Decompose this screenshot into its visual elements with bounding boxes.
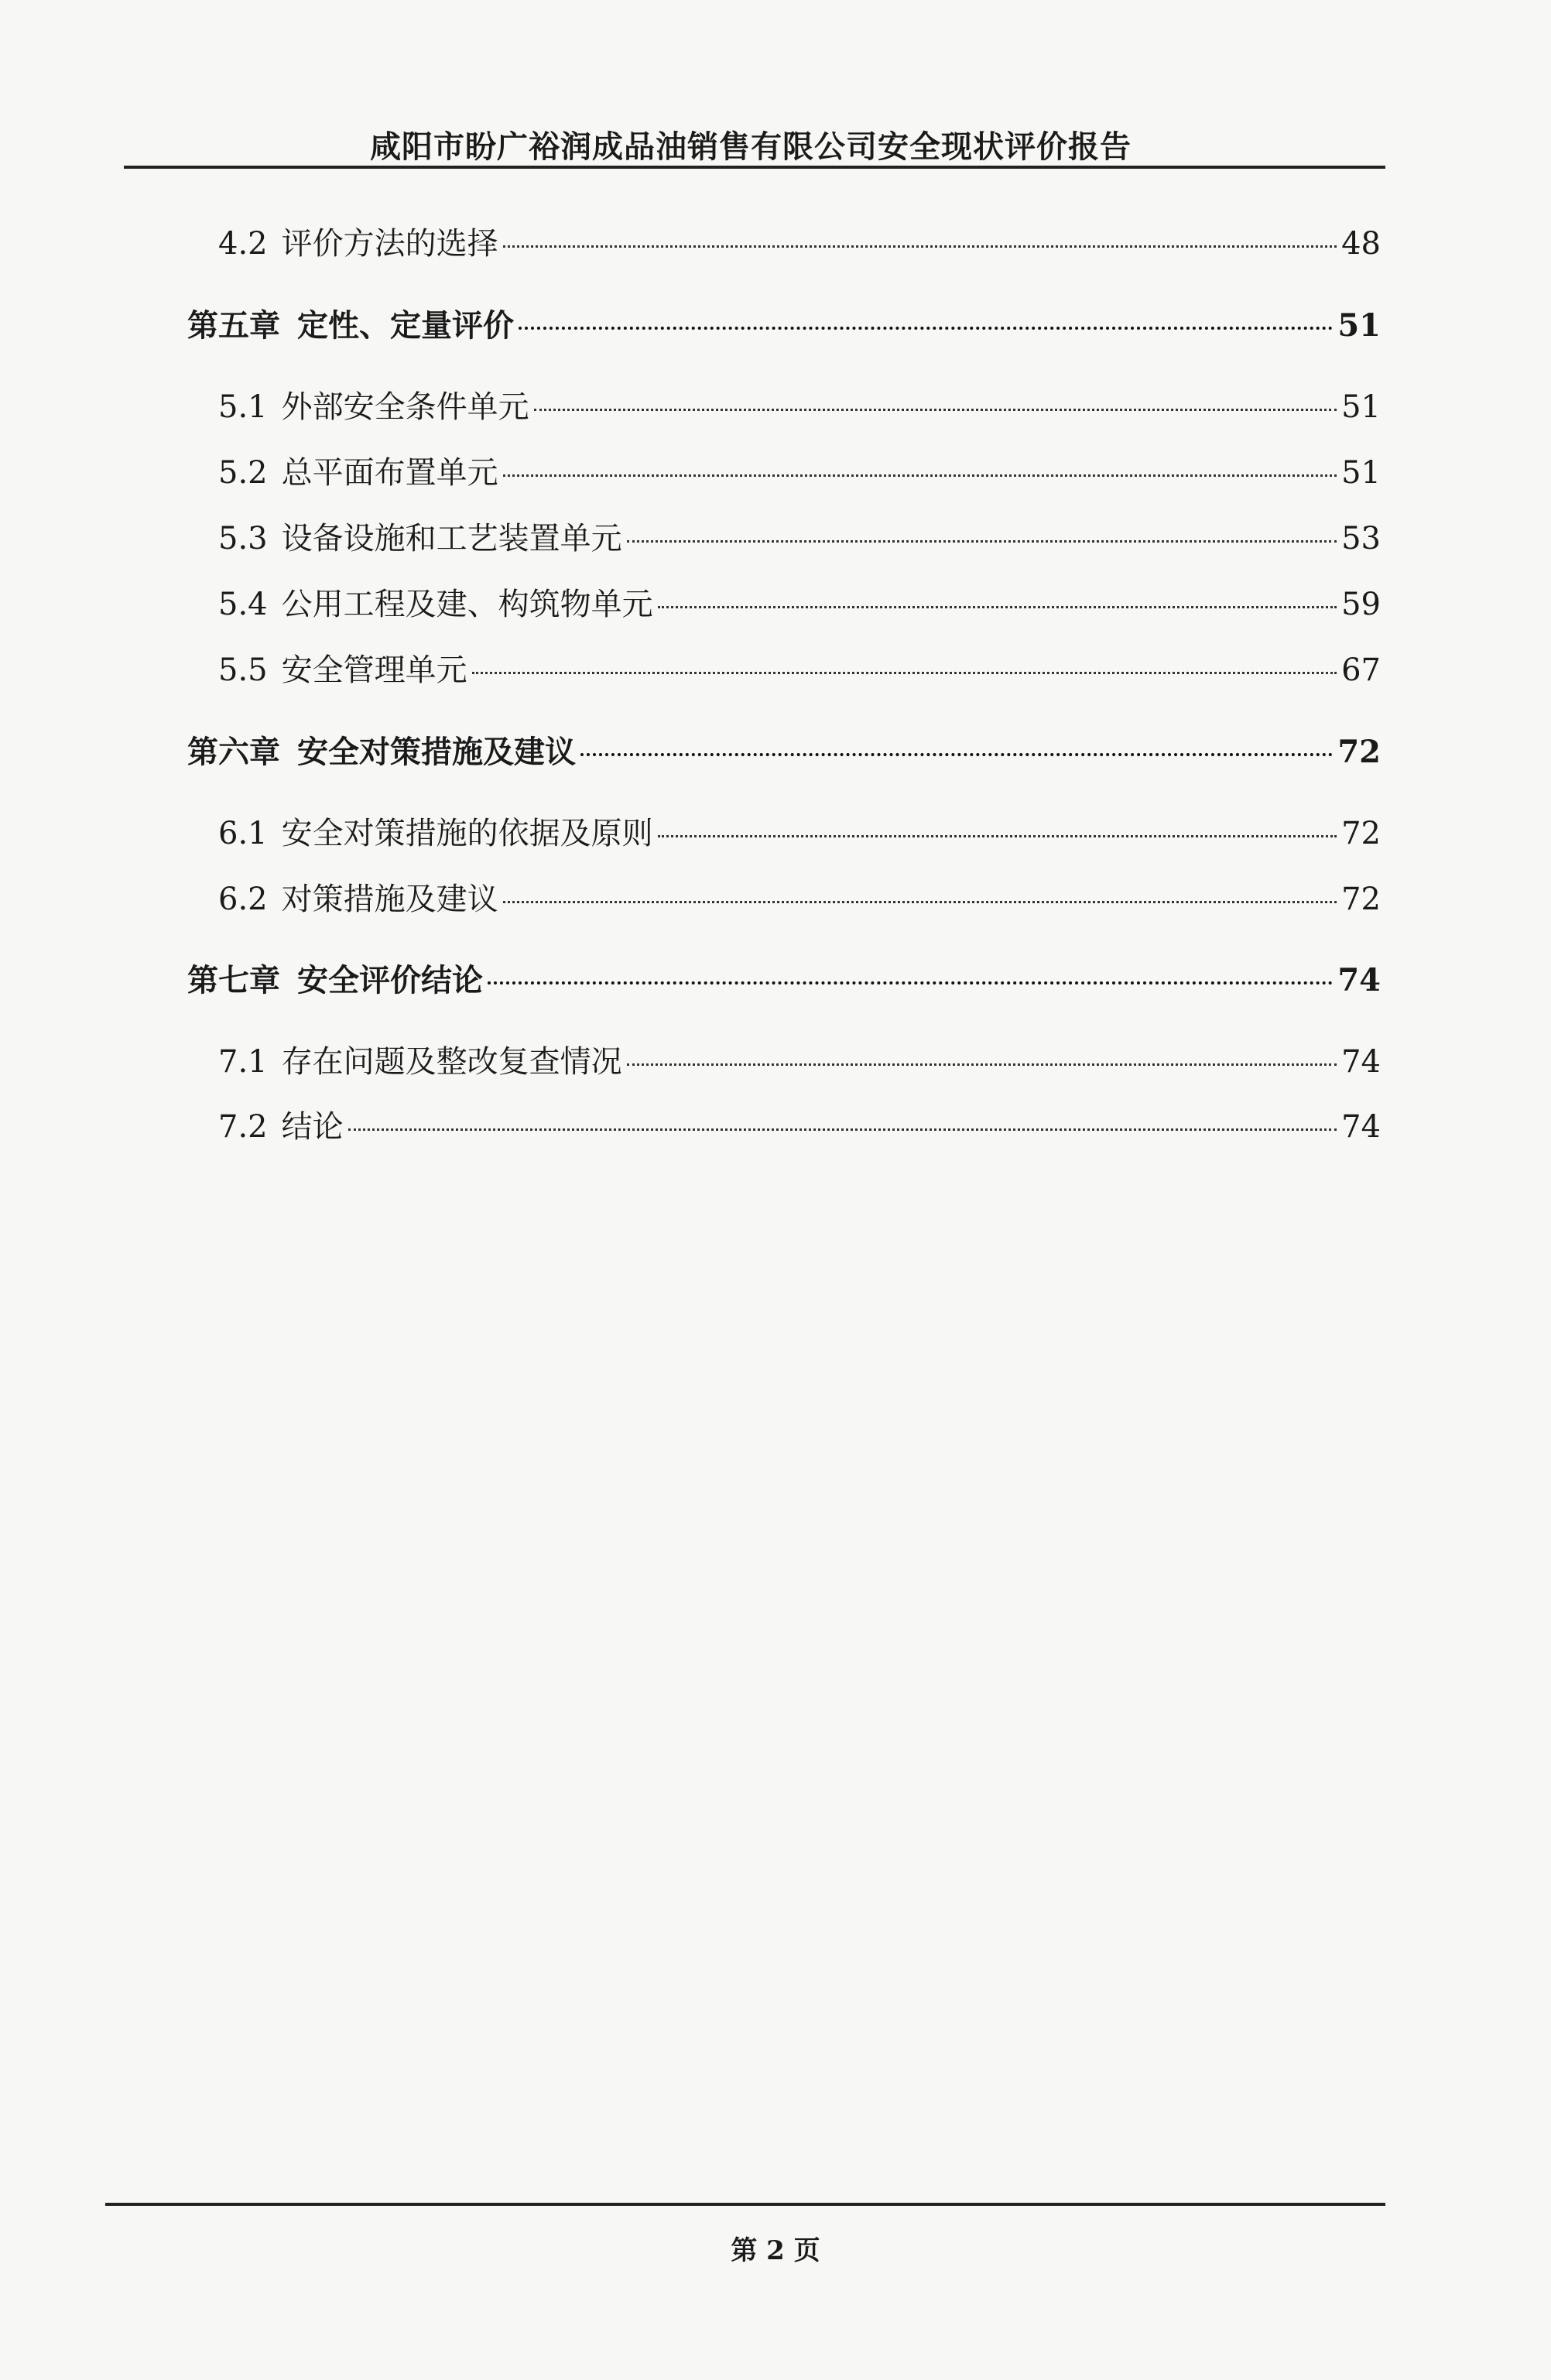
toc-dot-leader (472, 672, 1337, 674)
toc-dot-leader (658, 606, 1337, 608)
toc-entry-7-2[interactable] (218, 1102, 1381, 1146)
toc-entry-number: 6.2 (218, 882, 268, 917)
toc-dot-leader (534, 409, 1337, 411)
toc-dot-leader (503, 245, 1337, 248)
toc-entry-title: 安全对策措施及建议 (297, 734, 576, 770)
toc-entry-page: 51 (1341, 455, 1381, 491)
toc-entry-title: 评价方法的选择 (281, 226, 498, 262)
toc-dot-leader (503, 474, 1337, 477)
toc-entry-title: 外部安全条件单元 (281, 389, 529, 425)
toc-entry-6-2[interactable] (218, 875, 1381, 919)
toc-dot-leader (658, 835, 1337, 837)
toc-dot-leader (519, 327, 1333, 330)
toc-dot-leader (488, 981, 1333, 985)
toc-entry-title: 定性、定量评价 (297, 307, 514, 344)
toc-entry-number: 5.3 (218, 521, 268, 556)
toc-entry-number: 第六章 (187, 734, 280, 770)
toc-entry-chapter-5[interactable] (187, 301, 1381, 345)
toc-entry-title: 结论 (281, 1109, 344, 1145)
toc-entry-number: 6.1 (218, 816, 268, 851)
toc-dot-leader (627, 540, 1337, 543)
toc-entry-5-1[interactable] (218, 382, 1381, 426)
toc-entry-page: 48 (1341, 226, 1381, 262)
toc-entry-chapter-7[interactable] (187, 956, 1381, 1000)
toc-entry-7-1[interactable] (218, 1037, 1381, 1081)
toc-entry-page: 59 (1341, 587, 1381, 622)
toc-entry-page: 51 (1337, 307, 1381, 344)
toc-entry-page: 74 (1341, 1044, 1381, 1080)
toc-entry-title: 对策措施及建议 (281, 882, 498, 917)
header-divider (124, 166, 1385, 169)
toc-entry-number: 5.1 (218, 389, 268, 425)
toc-dot-leader (580, 753, 1333, 756)
toc-entry-number: 7.1 (218, 1044, 268, 1080)
toc-entry-page: 74 (1337, 962, 1381, 998)
toc-entry-number: 7.2 (218, 1109, 268, 1145)
toc-entry-page: 74 (1341, 1109, 1381, 1145)
toc-entry-number: 第七章 (187, 962, 280, 998)
toc-entry-number: 4.2 (218, 226, 268, 262)
toc-entry-page: 67 (1341, 652, 1381, 688)
footer-divider (105, 2203, 1385, 2206)
toc-entry-page: 72 (1337, 734, 1381, 770)
toc-entry-page: 72 (1341, 816, 1381, 851)
toc-dot-leader (503, 901, 1337, 903)
page-number: 第 2 页 (731, 2235, 820, 2266)
toc-entry-chapter-6[interactable] (187, 728, 1381, 772)
toc-entry-page: 51 (1341, 389, 1381, 425)
toc-entry-4-2[interactable] (218, 219, 1381, 263)
toc-entry-title: 公用工程及建、构筑物单元 (281, 587, 653, 622)
toc-entry-number: 5.5 (218, 652, 268, 688)
toc-entry-number: 5.4 (218, 587, 268, 622)
toc-entry-title: 存在问题及整改复查情况 (281, 1044, 622, 1080)
toc-dot-leader (627, 1063, 1337, 1066)
toc-entry-title: 安全评价结论 (297, 962, 483, 998)
toc-entry-page: 53 (1341, 521, 1381, 556)
toc-entry-title: 设备设施和工艺装置单元 (281, 521, 622, 556)
toc-entry-5-4[interactable] (218, 580, 1381, 624)
toc-dot-leader (348, 1128, 1337, 1131)
toc-entry-title: 安全管理单元 (281, 652, 467, 688)
toc-entry-number: 第五章 (187, 307, 280, 344)
page-header-title: 咸阳市盼广裕润成品油销售有限公司安全现状评价报告 (370, 128, 1132, 165)
toc-entry-title: 安全对策措施的依据及原则 (281, 816, 653, 851)
toc-entry-5-5[interactable] (218, 646, 1381, 690)
toc-entry-5-3[interactable] (218, 514, 1381, 558)
toc-entry-6-1[interactable] (218, 809, 1381, 853)
toc-entry-5-2[interactable] (218, 448, 1381, 492)
toc-entry-page: 72 (1341, 882, 1381, 917)
toc-entry-number: 5.2 (218, 455, 268, 491)
toc-entry-title: 总平面布置单元 (281, 455, 498, 491)
